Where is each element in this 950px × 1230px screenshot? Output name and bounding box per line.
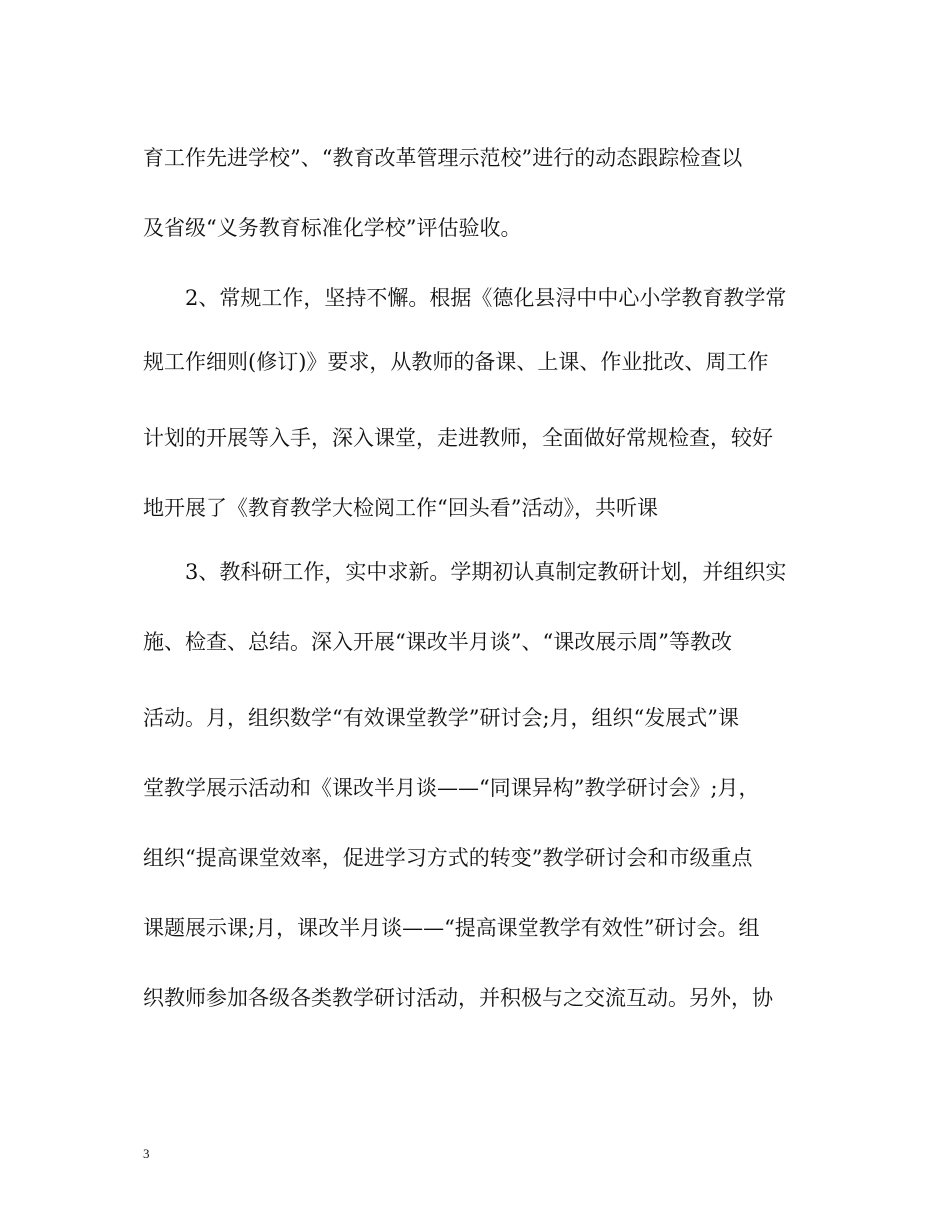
body-text-line: 规工作细则(修订)》要求，从教师的备课、上课、作业批改、周工作 — [143, 350, 769, 374]
body-text-line: 计划的开展等入手，深入课堂，走进教师，全面做好常规检查，较好 — [143, 426, 773, 450]
body-text-line: 及省级“义务教育标准化学校”评估验收。 — [143, 216, 522, 240]
body-text-line: 课题展示课;月，课改半月谈——“提高课堂教学有效性”研讨会。组 — [143, 916, 760, 940]
body-text-line: 2、常规工作，坚持不懈。根据《德化县浔中中心小学教育教学常 — [143, 286, 787, 310]
body-text-line: 育工作先进学校”、“教育改革管理示范校”进行的动态跟踪检查以 — [143, 146, 743, 170]
body-text-line: 堂教学展示活动和《课改半月谈——“同课异构”教学研讨会》;月， — [143, 776, 760, 800]
body-text-line: 地开展了《教育教学大检阅工作“回头看”活动》，共听课 — [143, 496, 658, 520]
page-number: 3 — [143, 1146, 150, 1161]
body-text-line: 活动。月，组织数学“有效课堂教学”研讨会;月，组织“发展式”课 — [143, 706, 740, 730]
body-text-line: 施、检查、总结。深入开展“课改半月谈”、“课改展示周”等教改 — [143, 630, 732, 654]
body-text-line: 3、教科研工作，实中求新。学期初认真制定教研计划，并组织实 — [143, 560, 787, 584]
body-text-line: 组织“提高课堂效率，促进学习方式的转变”教学研讨会和市级重点 — [143, 846, 753, 870]
body-text-line: 织教师参加各级各类教学研讨活动，并积极与之交流互动。另外，协 — [143, 986, 773, 1010]
